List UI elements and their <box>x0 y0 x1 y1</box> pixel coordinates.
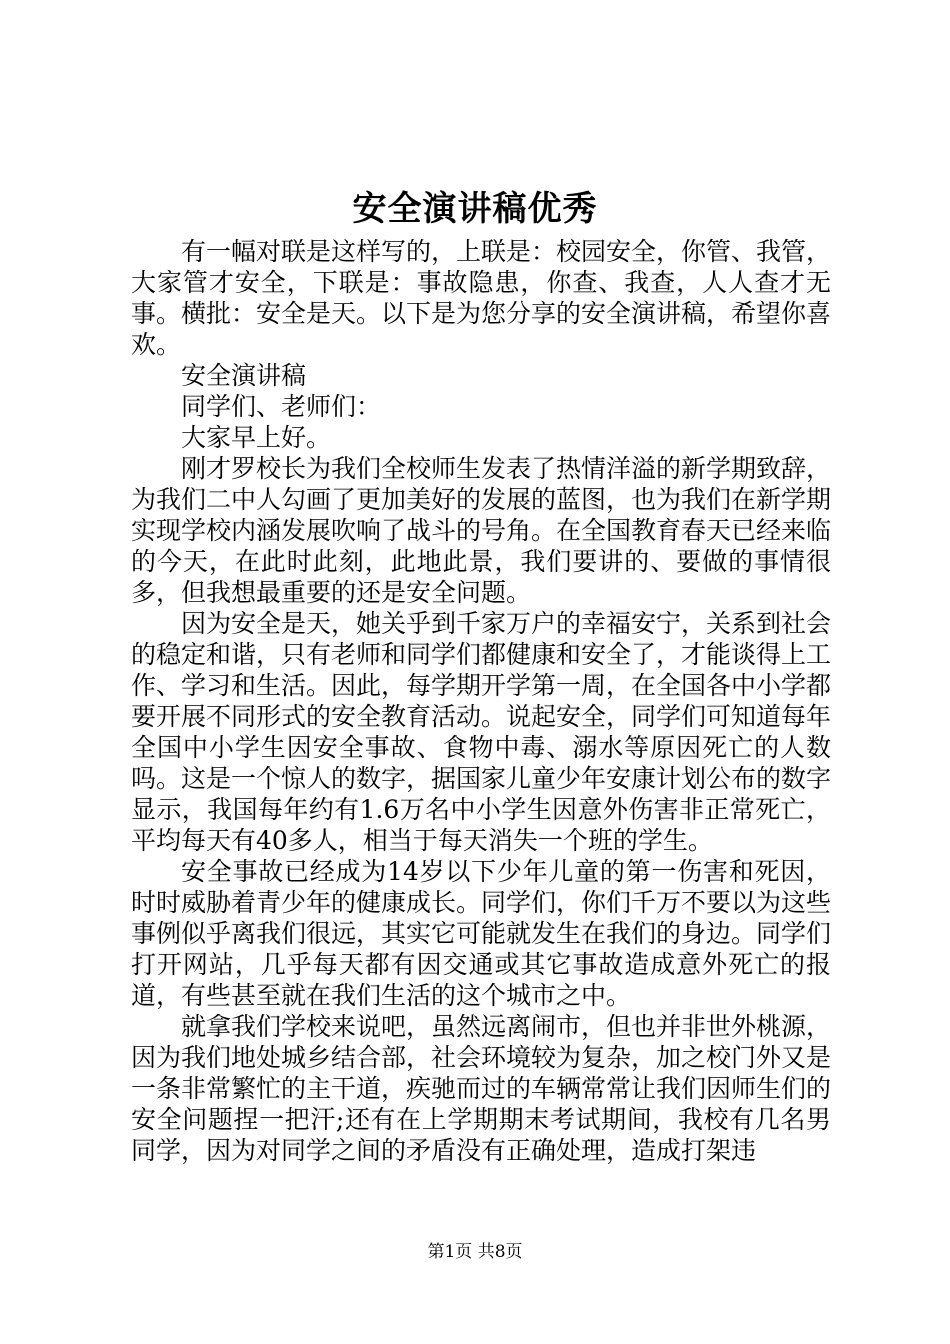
paragraph-greeting: 大家早上好。 <box>181 423 332 452</box>
paragraph-salutation: 同学们、老师们： <box>181 392 382 421</box>
paragraph-body: 就拿我们学校来说吧，虽然远离闹市，但也并非世外桃源，因为我们地处城乡结合部，社会环境较为复杂，加之校门外又是一条非常繁忙的主干道，疾驰而过的车辆常常让我们因师生们的安全问题捏一把汗;还有在上学期期末考试期间，我校有几名男同学，因为对同学之间的矛盾没有正确处理，造成打架违 <box>131 1012 832 1165</box>
paragraph-body: 安全事故已经成为14岁以下少年儿童的第一伤害和死因，时时威胁着青少年的健康成长。同学们，你们千万不要以为这些事例似乎离我们很远，其实它可能就发生在我们的身边。同学们打开网站，几乎每天都有因交通或其它事故造成意外死亡的报道，有些甚至就在我们生活的这个城市之中。 <box>131 857 832 1010</box>
paragraph-body: 刚才罗校长为我们全校师生发表了热情洋溢的新学期致辞，为我们二中人勾画了更加美好的发展的蓝图，也为我们在新学期实现学校内涵发展吹响了战斗的号角。在全国教育春天已经来临的今天，在此时此刻，此地此景，我们要讲的、要做的事情很多，但我想最重要的还是安全问题。 <box>131 454 832 607</box>
paragraph-speech-heading: 安全演讲稿 <box>181 361 307 390</box>
document-body <box>131 236 831 1166</box>
document-title: 安全演讲稿优秀 <box>352 189 598 229</box>
paragraph-body: 因为安全是天，她关乎到千家万户的幸福安宁，关系到社会的稳定和谐，只有老师和同学们都健康和安全了，才能谈得上工作、学习和生活。因此，每学期开学第一周，在全国各中小学都要开展不同形式的安全教育活动。说起安全，同学们可知道每年全国中小学生因安全事故、食物中毒、溺水等原因死亡的人数吗。这是一个惊人的数字，据国家儿童少年安康计划公布的数字显示，我国每年约有1.6万名中小学生因意外伤害非正常死亡，平均每天有40多人，相当于每天消失一个班的学生。 <box>131 609 832 855</box>
page-number-footer: 第1页 共8页 <box>427 1242 523 1262</box>
paragraph-intro: 有一幅对联是这样写的，上联是：校园安全，你管、我管，大家管才安全，下联是：事故隐患，你查、我查，人人查才无事。横批：安全是天。以下是为您分享的安全演讲稿，希望你喜欢。 <box>131 237 832 359</box>
